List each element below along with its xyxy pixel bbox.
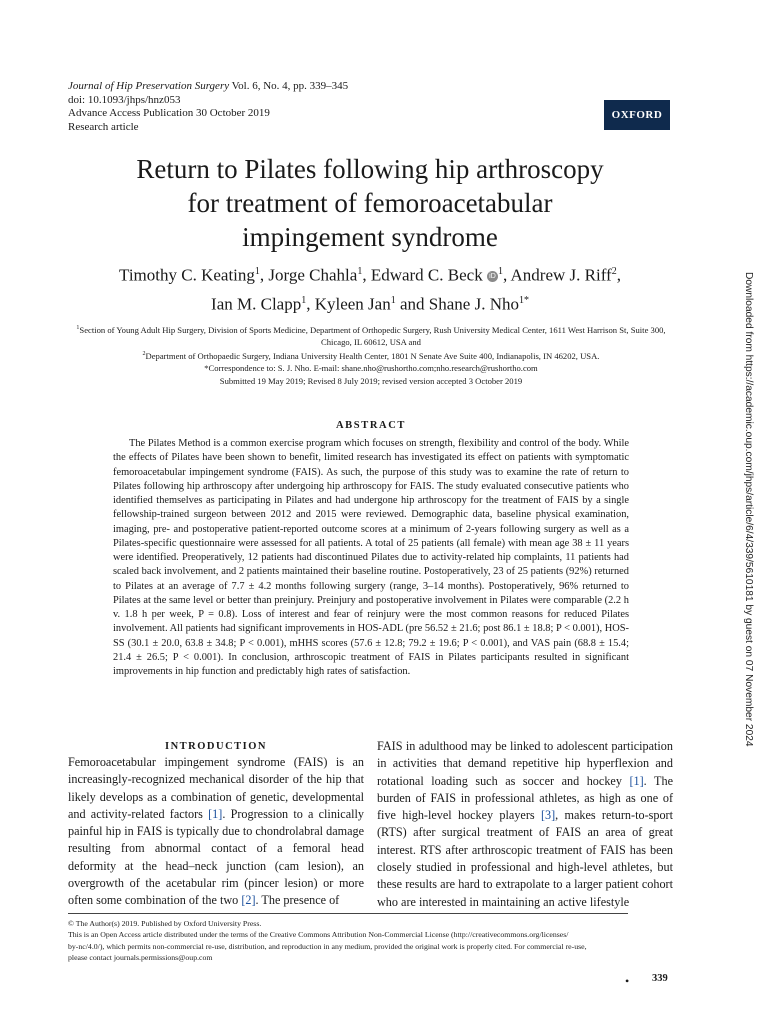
copyright-line: © The Author(s) 2019. Published by Oxford University Press. (68, 919, 262, 928)
license-line-2: by-nc/4.0/), which permits non-commercial re-use, distribution, and reproduction in any medium, provided the original work is properly cited. For commercial re-use, (68, 941, 587, 951)
page-bullet: • (625, 974, 630, 988)
citation-link[interactable]: [1] (629, 773, 644, 788)
citation-link[interactable]: [2] (241, 893, 256, 908)
author-separator: , (616, 265, 621, 285)
introduction-paragraph-continued (377, 738, 673, 911)
intro-text: , makes return-to-sport (RTS) after surgical treatment of FAIS an area of great interest. RTS after arthroscopic treatment of FAIS has been closely studied in professional and high-level athletes, but these results are hard to extrapolate to a larger patient cohort who are interested in maintaining an active lifestyle (377, 808, 673, 909)
introduction-heading: INTRODUCTION (164, 741, 267, 752)
affiliation-marker: 1 (254, 266, 260, 277)
author-nho[interactable]: and Shane J. Nho (395, 294, 519, 314)
intro-text: . The presence of (255, 893, 340, 908)
author-list (60, 259, 680, 316)
title-line-2: for treatment of femoroacetabular (187, 188, 553, 218)
affiliation-marker: 1 (390, 294, 396, 306)
author-line-2 (60, 288, 680, 317)
license-line-1: This is an Open Access article distributed under the terms of the Creative Commons Attribution Non-Commercial License (http://creativecommons.org/licenses/ (68, 930, 569, 940)
affiliation-marker: 2 (611, 266, 617, 277)
orcid-icon[interactable]: iD (487, 271, 498, 282)
affiliation-marker: 1 (357, 266, 363, 277)
abstract-heading: ABSTRACT (336, 420, 406, 431)
intro-text: Femoroacetabular impingement syndrome (FAIS) is an increasingly-recognized mechanical disorder of the hip that likely develops as a combination of genetic, developmental and activity-related factors (68, 755, 364, 821)
doi-link[interactable]: doi: 10.1093/jhps/hnz053 (68, 93, 181, 106)
title-line-1: Return to Pilates following hip arthroscopy (136, 154, 604, 184)
affiliations (68, 322, 674, 387)
author-clapp[interactable]: Ian M. Clapp (211, 294, 302, 314)
oxford-logo[interactable]: OXFORD (604, 100, 670, 130)
affiliation-marker: 1* (518, 294, 529, 306)
introduction-paragraph (68, 754, 364, 910)
article-title (60, 152, 680, 254)
page-number: 339 (652, 973, 668, 984)
affiliation-marker: 1 (301, 294, 307, 306)
journal-citation-line (68, 80, 488, 94)
correspondence: *Correspondence to: S. J. Nho. E-mail: shane.nho@rushortho.com;nho.research@rushortho.com (204, 363, 538, 374)
citation-link[interactable]: [3] (540, 808, 556, 823)
citation-link[interactable]: [1] (208, 806, 223, 821)
title-line-3: impingement syndrome (242, 222, 498, 252)
right-column (377, 738, 673, 911)
journal-metadata (68, 80, 488, 134)
journal-volume: Vol. 6, No. 4, pp. 339–345 (229, 80, 349, 92)
affiliation-number: 1 (76, 325, 80, 331)
affiliation-2-text: Department of Orthopaedic Surgery, Indiana University Health Center, 1801 N Senate Ave Suite 400, Indianapolis, IN 46202, USA. (145, 351, 600, 362)
affiliation-1-text: Section of Young Adult Hip Surgery, Division of Sports Medicine, Department of Orthopedic Surgery, Rush University Medical Center, 1611 West Harrison St, Suite 300, Chicago, IL 60612, USA and (79, 324, 666, 348)
author-line-1 (60, 259, 680, 288)
author-keating[interactable]: Timothy C. Keating (119, 265, 255, 285)
author-beck[interactable]: , Edward C. Beck (362, 265, 487, 285)
affiliation-number: 2 (142, 351, 146, 358)
affiliation-1 (68, 322, 674, 348)
intro-text: . Progression to a clinically painful hip in FAIS is typically due to chondrolabral damage resulting from abnormal contact of a femoral head deformity at the head–neck junction (cam lesion), an overgrowth of the acetabular rim (pincer lesion) or more often some combination of the two (68, 806, 364, 908)
license-line-3: please contact journals.permissions@oup.com (68, 952, 213, 962)
intro-text: . The burden of FAIS in professional athletes, as high as one of five high-level hockey players (377, 773, 673, 823)
abstract-body: The Pilates Method is a common exercise program which focuses on strength, flexibility and control of the body. While the effects of Pilates have been shown to benefit, limited research has investigated its effect on patients with symptomatic femoroacetabular impingement syndrome (FAIS). As such, the purpose of this study was to examine the rate of return to Pilates following hip arthroscopy after undergoing hip arthroscopy for FAIS. The study evaluated consecutive patients who identified themselves as participating in Pilates and had undergone hip arthroscopy for the treatment of FAIS by a single fellowship-trained surgeon between 2012 and 2015 were reviewed. Demographic data, baseline physical examination, imaging, pre- and postoperative patient-reported outcome scores at a minimum of 2-years following surgery as well as a Pilates-specific questionnaire were assessed for all patients. A total of 25 patients (all female) with mean age 38 ± 11 years were identified. Preoperatively, 12 patients had discontinued Pilates due to activity-related hip complaints, 11 patients had scaled back involvement, and 2 patients maintained their baseline routine. Postoperatively, 23 of 25 patients (92%) returned to Pilates at an average of 7.7 ± 4.2 months following surgery (range, 3–14 months). Postoperatively, 96% returned to Pilates at the same level or better than preinjury. Preinjury and postoperative involvement in Pilates were comparable (2.2 h v. 1.8 h per week, P = 0.8). Loss of interest and fear of reinjury were the most common reasons for reduced Pilates involvement. All patients had significant improvements in HOS-ADL (pre 56.52 ± 21.6; post 86.1 ± 18.8; P < 0.001), HOS-SS (30.1 ± 20.0, 63.8 ± 34.8; P < 0.001), mHHS scores (57.6 ± 12.8; 79.2 ± 19.6; P < 0.001), and VAS pain (68.8 ± 15.4; 21.4 ± 26.5; P < 0.001). In conclusion, arthroscopic treatment of FAIS in Pilates participants resulted in significant improvements in hip function and predictably high rates of satisfaction. (113, 438, 629, 677)
affiliation-2 (68, 348, 674, 362)
download-watermark: Downloaded from https://academic.oup.com/jhps/article/6/4/339/5610181 by guest on 07 November 2024 (743, 272, 754, 747)
advance-access-date: Advance Access Publication 30 October 2019 (68, 107, 270, 119)
intro-text: FAIS in adulthood may be linked to adolescent participation in activities that demand repetitive hip hyperflexion and rotational loading such as soccer and hockey (377, 739, 673, 788)
submission-dates: Submitted 19 May 2019; Revised 8 July 2019; revised version accepted 3 October 2019 (219, 375, 523, 386)
license-footer (68, 918, 628, 963)
author-jan[interactable]: , Kyleen Jan (306, 294, 391, 314)
affiliation-marker: 1 (497, 266, 503, 277)
journal-name: Journal of Hip Preservation Surgery (68, 80, 230, 92)
footer-divider (68, 913, 628, 914)
author-riff[interactable]: , Andrew J. Riff (502, 265, 612, 285)
author-chahla[interactable]: , Jorge Chahla (259, 265, 358, 285)
left-column (68, 738, 364, 910)
article-type: Research article (68, 120, 139, 133)
